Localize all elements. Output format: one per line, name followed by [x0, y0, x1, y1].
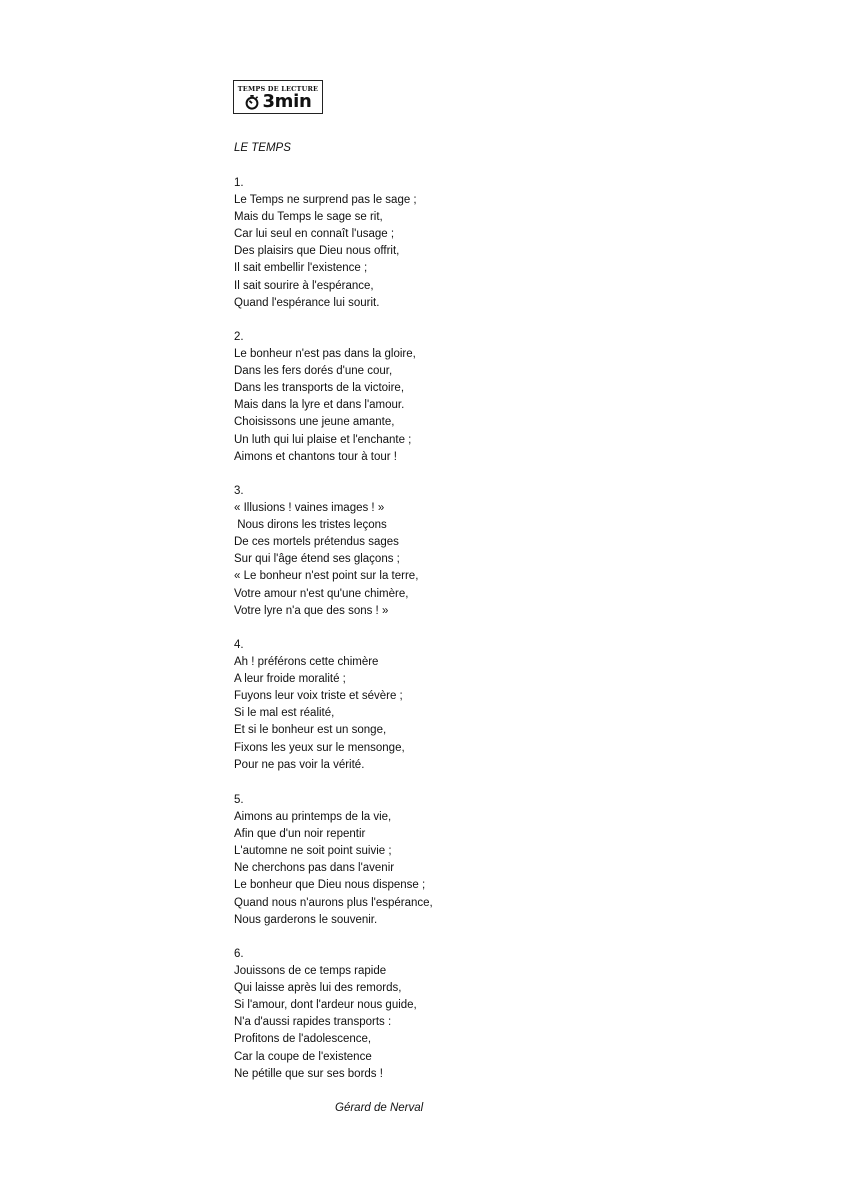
verse-line: Ne pétille que sur ses bords ! [234, 1067, 383, 1080]
verse-line: De ces mortels prétendus sages [234, 536, 399, 549]
verse-line: Profitons de l'adolescence, [234, 1033, 372, 1046]
verse-line: Fixons les yeux sur le mensonge, [234, 741, 405, 754]
stanza [234, 483, 418, 620]
verse-line: Ah ! préférons cette chimère [234, 656, 379, 669]
verse-line: Fuyons leur voix triste et sévère ; [234, 690, 403, 703]
verse-line: Mais du Temps le sage se rit, [234, 211, 383, 224]
stanza [234, 946, 417, 1083]
verse-line: Ne cherchons pas dans l'avenir [234, 862, 395, 875]
stanza [234, 792, 433, 929]
verse-line: Choisissons une jeune amante, [234, 416, 395, 429]
stanza-number: 5. [234, 794, 244, 806]
verse-line: Pour ne pas voir la vérité. [234, 758, 365, 771]
verse-line: Quand l'espérance lui sourit. [234, 296, 380, 309]
verse-line: Votre amour n'est qu'une chimère, [234, 587, 409, 600]
verse-line: Si le mal est réalité, [234, 707, 335, 720]
verse-line: Jouissons de ce temps rapide [234, 965, 387, 978]
stanza-number: 2. [234, 331, 244, 343]
verse-line: Nous garderons le souvenir. [234, 913, 378, 926]
verse-line: A leur froide moralité ; [234, 673, 346, 686]
stanza [234, 637, 405, 774]
stanza-number: 1. [234, 177, 244, 189]
verse-line: Sur qui l'âge étend ses glaçons ; [234, 553, 400, 566]
verse-line: Dans les fers dorés d'une cour, [234, 365, 393, 378]
stanza-number: 6. [234, 948, 244, 960]
reading-time-badge [233, 80, 323, 114]
verse-line: Qui laisse après lui des remords, [234, 982, 402, 995]
verse-line: Le Temps ne surprend pas le sage ; [234, 194, 417, 207]
stanza [234, 175, 417, 312]
poem-title: LE TEMPS [234, 142, 291, 154]
verse-line: Il sait sourire à l'espérance, [234, 279, 374, 292]
verse-line: Un luth qui lui plaise et l'enchante ; [234, 433, 412, 446]
stanza [234, 329, 416, 466]
verse-line: Aimons et chantons tour à tour ! [234, 450, 398, 463]
verse-line: Car la coupe de l'existence [234, 1050, 372, 1063]
verse-line: Aimons au printemps de la vie, [234, 811, 392, 824]
verse-line: Le bonheur que Dieu nous dispense ; [234, 879, 426, 892]
verse-line: Nous dirons les tristes leçons [234, 519, 387, 532]
stanza-number: 4. [234, 639, 244, 651]
reading-time-label: TEMPS DE LECTURE [237, 85, 319, 93]
verse-line: Le bonheur n'est pas dans la gloire, [234, 348, 416, 361]
verse-line: Car lui seul en connaît l'usage ; [234, 228, 395, 241]
poem-author: Gérard de Nerval [335, 1102, 424, 1114]
verse-line: L'automne ne soit point suivie ; [234, 845, 392, 858]
verse-line: Quand nous n'aurons plus l'espérance, [234, 896, 433, 909]
verse-line: Il sait embellir l'existence ; [234, 262, 368, 275]
verse-line: N'a d'aussi rapides transports : [234, 1016, 392, 1029]
verse-line: Dans les transports de la victoire, [234, 382, 405, 395]
verse-line: Et si le bonheur est un songe, [234, 724, 387, 737]
verse-line: « Illusions ! vaines images ! » [234, 502, 385, 515]
reading-time-row [234, 93, 322, 111]
verse-line: Si l'amour, dont l'ardeur nous guide, [234, 999, 417, 1012]
verse-line: Afin que d'un noir repentir [234, 828, 366, 841]
verse-line: Mais dans la lyre et dans l'amour. [234, 399, 405, 412]
reading-time-value: 3min [262, 91, 312, 112]
verse-line: « Le bonheur n'est point sur la terre, [234, 570, 419, 583]
verse-line: Votre lyre n'a que des sons ! » [234, 604, 389, 617]
verse-line: Des plaisirs que Dieu nous offrit, [234, 245, 400, 258]
stanza-number: 3. [234, 485, 244, 497]
stopwatch-icon [244, 94, 260, 110]
